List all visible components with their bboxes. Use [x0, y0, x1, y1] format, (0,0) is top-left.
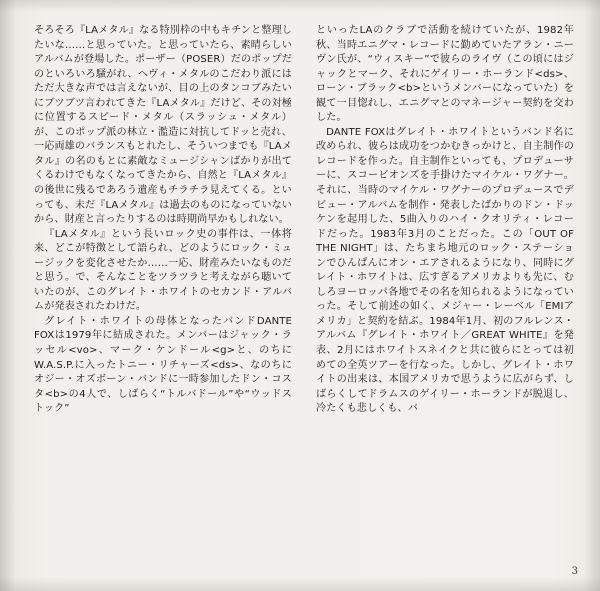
- page-number: 3: [571, 566, 578, 577]
- page-edge-shading-right: [584, 0, 600, 591]
- paragraph: といったLAのクラブで活動を続けていたが、1982年秋、当時エニグマ・レコードに勤めていたアラン・ニーヴン氏が、“ウィスキー”で彼らのライヴ（この頃にはジャックとマーク、それにゲイリー・ホーランド<ds>、ローン・ブラック<b>というメンバーになっていた）を観て一目惚れし、エニグマとのマネージャー契約を交わした。: [316, 25, 574, 124]
- column-divider: [299, 22, 300, 554]
- page-edge-shading-bottom: [0, 577, 600, 591]
- paragraph: そろそろ『LAメタル』なる特別枠の中もキチンと整理したいな……と思っていた。と思っていたら、素晴らしいアルバムが登場した。ポーザー（POSER）だのポップだのといろいろ騒がれ、ヘヴィ・メタルのこだわり派にはただ大きな声では言えないが、目の上のタンコブみたいにブツブツ言われてきた『LAメタル』だけど、その対極に位置するスピード・メタル（スラッシュ・メタル）が、このポップ派の林立・濫造に対抗してドッと売れ、一応両雄のバランスもとれたし、そういつまでも『LAメタル』の名のもとに素敵なミュージシャンばかりが出てくるわけでもなくなってきたから、自然と『LAメタル』の後世に残るであろう遺産もチラチラ見えてくる。といっても、未だ『LAメタル』は過去のものになっていないから、財産と言ったりするのは時期尚早かもしれない。: [34, 25, 292, 226]
- paragraph: 『LAメタル』という長いロック史の事件は、一体将来、どこが特徴として語られ、どのようにロック・ミュージックを変化させたか……一応、財産みたいなものだと思う。で、そんなことをツラツラと考えながら聴いていたのが、このグレイト・ホワイトのセカンド・アルバムが発表されたわけだ。: [34, 228, 292, 313]
- text-columns: [34, 24, 574, 552]
- paragraph: グレイト・ホワイトの母体となったバンドDANTE FOXは1979年に結成された。メンバーはジャック・ラッセル<vo>、マーク・ケンドール<g>と、のちにW.A.S.P.に入ったトニー・リチャーズ<ds>、なのちにオジー・オズボーン・バンドに一時参加したドン・コスタ<b>の4人で、しばらく“トルバドール”や“ウッドストック”: [34, 315, 292, 415]
- left-column: [34, 24, 292, 552]
- paragraph: DANTE FOXはグレイト・ホワイトというバンド名に改められ、彼らは成功をつかむきっかけと、自主制作のレコードを作った。自主制作といっても、プロデューサーに、スコービオンズを手掛けたマイケル・ワグナー。それに、当時のマイケル・ワグナーのプロデュースでデビュー・アルバムを制作・発表したばかりのドン・ドッケンを起用した、5曲入りのハイ・クオリティ・レコードだった。1983年3月のことだった。この「OUT OF THE NIGHT」は、たちまち地元のロック・ステーションでひんぱんにオン・エアされるようになり、同時にグレイト・ホワイトは、広すぎるアメリカよりも先に、むしろヨーロッパ各地でその名を知られるようになっていった。そして前述の如く、メジャー・レーベル「EMIアメリカ」と契約を結ぶ。1984年1月、初のフルレンス・アルバム『グレイト・ホワイト／GREAT WHITE』を発表、2月にはホワイトスネイクと共に彼らにとっては初めての全英ツアーを行なった。しかし、グレイト・ホワイトの出来は、本国アメリカで思うように広がらず、しばらくしてドラムスのゲイリー・ホーランドが脱退し、冷たくも悲しくも、バ: [316, 126, 574, 415]
- page-edge-shading-left: [0, 0, 16, 591]
- page-edge-shading-top: [0, 0, 600, 12]
- right-column: [316, 24, 574, 552]
